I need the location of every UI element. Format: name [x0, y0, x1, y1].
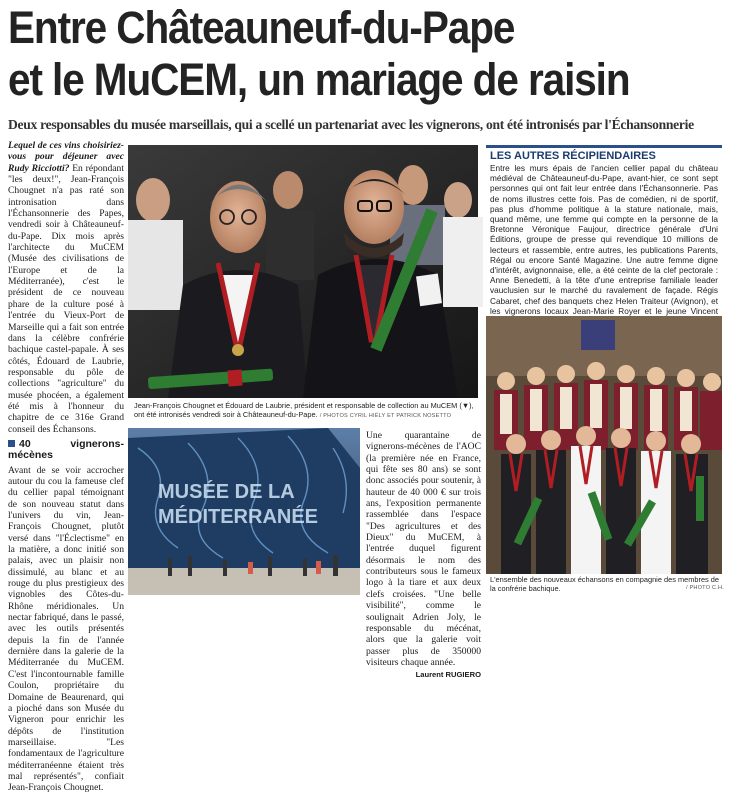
photo-dignitaries — [128, 145, 478, 398]
mucem-sign-text: MUSÉE DE LA MÉDITERRANÉE — [158, 481, 319, 528]
article-body-3: Une quarantaine de vignerons-mécènes de l'AOC (la première née en France, qui fête ses 80 ans) se sont donc associés pour soutenir, à hauteur de 40 000 € sur trois ans, l'exposition permanente rassemblée dans l'espace "Des agricultures et des Dieux" du MuCEM, à l'entrée duquel figurent désormais le nom des contributeurs sous le fameux logo à la tiare et aux deux clefs croisées. "Une belle visibilité", comme le soulignait Adrien Joly, le responsable du mécénat, alors que la galerie voit passer plus de 350000 visiteurs chaque année. — [366, 430, 481, 668]
headline — [8, 2, 652, 106]
lede: Deux responsables du musée marseillais, qui a scellé un partenariat avec les vignerons, ont été intronisés par l'Échansonnerie — [8, 117, 694, 132]
photo1-caption: Jean-François Chougnet et Édouard de Laubrie, président et responsable de collection au MuCEM (▼), ont été intronisés vendredi soir à Châteauneuf-du-Pape. / PHOTOS CYRIL HIÉLY ET PATRICK NOSETTO — [134, 401, 474, 420]
photo3-caption: L'ensemble des nouveaux échansons en compagnie des membres de la confrérie bachique. / PHOTO C.H. — [490, 575, 724, 594]
photo3-credit: / PHOTO C.H. — [685, 585, 724, 592]
article-body-2: Avant de se voir accrocher autour du cou la fameuse clef du cellier papal témoignant de son nouveau statut dans l'univers du vin, Jean-François Chougnet, plutôt versé dans "l'Éclectisme" en la matière, a donc initié son palais, avec un plaisir non dissimulé, au blanc et au rouge du plus prestigieux des vignobles des Côtes-du-Rhône méridionales. Un nectar fabriqué, dans le passé, avec les outils présentés depuis la fin de l'année dernière dans la galerie de la Méditerranée du MuCEM. C'est l'incontournable famille Coulon, propriétaire du Domaine de Beaurenard, qui a pioché dans son Musée du Vigneron pour enrichir les dépôts de l'institution marseillaise. "Les fondamentaux de l'agriculture méditerranéenne étaient très mal représentés", confiait Jean-François Chougnet. — [8, 464, 124, 794]
article-body-1: En répondant "les deux!", Jean-François Chougnet n'a pas raté son intronisation dans l'Échansonnerie des Papes, vendredi soir à Châteauneuf-du-Pape. Dix mois après l'architecte du MuCEM (Musée des civilisations de l'Europe et de la Méditerranée), c'est le président de ce nouveau phare de la culture posé à l'entrée du Vieux-Port de Marseille qui a fait son entrée dans la célèbre confrérie bachique castel-papale. À ses côtés, Édouard de Laubrie, responsable du pôle de collections "agriculture" du musée phocéen, a également été mis à l'honneur du chapitre de ce 316e Grand conseil des Échansons. — [8, 162, 124, 435]
article-intro: Lequel de ces vins choisiriez-vous pour déjeuner avec Rudy Ricciotti? — [8, 140, 124, 174]
article-column-1 — [8, 140, 124, 794]
sidebar-title: LES AUTRES RÉCIPIENDAIRES — [490, 150, 656, 162]
square-bullet-icon — [8, 440, 15, 447]
headline-line-1: Entre Châteauneuf-du-Pape — [8, 2, 515, 53]
sidebar-box — [486, 145, 722, 316]
mucem-image — [128, 428, 360, 595]
author-byline: Laurent RUGIERO — [415, 670, 481, 680]
section-subhead: 40 vignerons-mécènes — [8, 437, 124, 462]
group-image — [486, 316, 722, 574]
photo1-credit: / PHOTOS CYRIL HIÉLY ET PATRICK NOSETTO — [319, 413, 452, 420]
photo-mucem-building — [128, 428, 360, 595]
article-column-3 — [366, 430, 481, 681]
headline-line-2: et le MuCEM, un mariage de raisin — [8, 54, 630, 105]
sidebar-body: Entre les murs épais de l'ancien cellier papal du château médiéval de Châteauneuf-du-Pape, avant-hier, ce sont sept personnes qui ont fait leur entrée dans l'Échansonnerie. Pas de noms illustres cette fois. Pas de comédien, ni de sportif, pas plus d'homme politique à la stature nationale, mais, quand même, une femme qui compte en la personne de la Bretonne Véronique Faujour, directrice générale d'Uni Éditions, groupe de presse qui revendique 10 millions de lecteurs et rassemble, entre autres, les publications Parents, Régal ou encore Santé Magazine. Une autre femme digne d'intérêt, avignonnaise, elle, a été ceinte de la clef pectorale : Anne Benedetti, à la tête d'une entreprise familiale leader vauclusien sur le marché du ravalement de façade. Régis Cabaret, chef des banquets chez Helen Traiteur (Avignon), et les vignerons locaux Jean-Marie Royer et le jeune Vincent — [490, 164, 718, 316]
photo-group — [486, 316, 722, 574]
dignitaries-image — [128, 145, 478, 398]
